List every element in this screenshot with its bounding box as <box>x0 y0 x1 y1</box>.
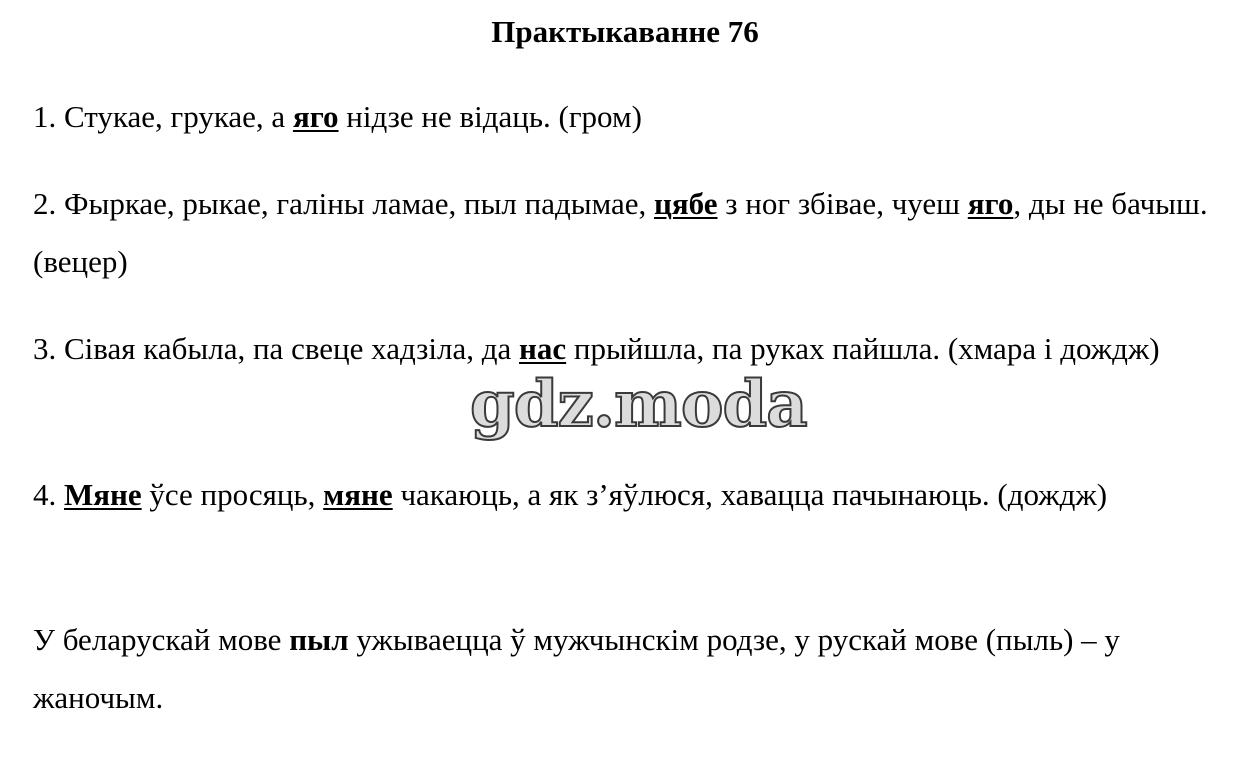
note-word-pyl: пыл <box>289 622 349 657</box>
riddle-2-text-a: 2. Фыркае, рыкае, галіны ламае, пыл падымае, <box>33 186 655 221</box>
riddle-4-text-b: ўсе просяць, <box>141 477 324 512</box>
riddle-2-pronoun-yago: яго <box>967 186 1014 221</box>
note-text-b: ужываецца ў мужчынскім родзе, у рускай мове (пыль) – у жаночым. <box>33 622 1120 715</box>
riddle-4 <box>33 466 1218 524</box>
riddle-4-pronoun-miane-2: мяне <box>323 477 393 512</box>
riddle-4-text-c: чакаюць, а як з’яўлюся, хавацца пачынаюць. (дождж) <box>392 477 1108 512</box>
riddle-2 <box>33 175 1218 291</box>
riddle-2-text-b: з ног збівае, чуеш <box>717 186 968 221</box>
riddle-2-text-c: , ды не бачыш. (вецер) <box>33 186 1208 279</box>
note-text-a: У беларускай мове <box>33 622 290 657</box>
riddle-1 <box>33 88 1218 146</box>
riddle-2-pronoun-tsiabe: цябе <box>654 186 718 221</box>
riddle-1-pronoun-yago: яго <box>292 99 339 134</box>
riddle-3-pronoun-nas: нас <box>519 331 567 366</box>
watermark-logo: gdz.moda <box>470 367 807 442</box>
riddle-4-text-a: 4. <box>33 477 64 512</box>
page-title: Практыкаванне 76 <box>491 14 759 49</box>
riddle-3 <box>33 320 1218 378</box>
riddle-1-text-a: 1. Стукае, грукае, а <box>33 99 293 134</box>
riddle-3-text-b: прыйшла, па руках пайшла. (хмара і дождж) <box>566 331 1160 366</box>
riddle-3-text-a: 3. Сівая кабыла, па свеце хадзіла, да <box>33 331 520 366</box>
riddle-1-text-b: нідзе не відаць. (гром) <box>338 99 642 134</box>
grammar-note <box>33 611 1218 727</box>
riddle-4-pronoun-miane-1: Мяне <box>64 477 142 512</box>
